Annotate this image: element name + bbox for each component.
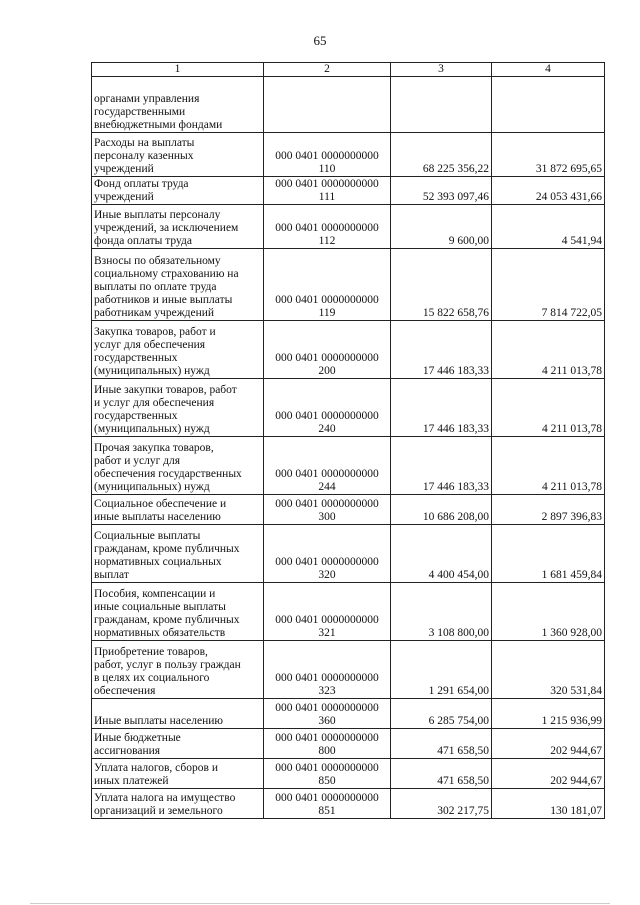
row-value-col4-cell — [492, 77, 605, 133]
row-value-col4-cell: 202 944,67 — [492, 759, 605, 789]
table-row — [92, 249, 605, 321]
row-value-col3-cell: 52 393 097,46 — [391, 177, 492, 205]
row-value-col3-cell: 17 446 183,33 — [391, 437, 492, 495]
row-value-col4-cell: 4 211 013,78 — [492, 379, 605, 437]
column-header-1: 1 — [92, 63, 264, 77]
table-row — [92, 729, 605, 759]
table-row — [92, 133, 605, 177]
row-name-cell: Уплата налога на имущество организаций и земельного — [92, 789, 264, 819]
row-value-col4-cell: 1 215 936,99 — [492, 699, 605, 729]
row-name-cell: Пособия, компенсации и иные социальные выплаты гражданам, кроме публичных нормативных обязательств — [92, 583, 264, 641]
column-header-4: 4 — [492, 63, 605, 77]
row-value-col4-cell: 31 872 695,65 — [492, 133, 605, 177]
row-value-col4-cell: 4 211 013,78 — [492, 437, 605, 495]
row-value-col4-cell: 4 541,94 — [492, 205, 605, 249]
page-bottom-edge — [30, 903, 610, 904]
row-value-col3-cell — [391, 77, 492, 133]
table-row — [92, 205, 605, 249]
table-row — [92, 789, 605, 819]
row-value-col3-cell: 17 446 183,33 — [391, 321, 492, 379]
row-value-col4-cell: 7 814 722,05 — [492, 249, 605, 321]
row-code-cell: 000 0401 0000000000 360 — [264, 699, 391, 729]
row-value-col3-cell: 4 400 454,00 — [391, 525, 492, 583]
table-row — [92, 379, 605, 437]
row-name-cell: Уплата налогов, сборов и иных платежей — [92, 759, 264, 789]
row-value-col4-cell: 24 053 431,66 — [492, 177, 605, 205]
row-code-cell: 000 0401 0000000000 244 — [264, 437, 391, 495]
row-value-col3-cell: 68 225 356,22 — [391, 133, 492, 177]
table-row — [92, 525, 605, 583]
row-code-cell — [264, 77, 391, 133]
row-name-cell: Иные закупки товаров, работ и услуг для обеспечения государственных (муниципальных) нужд — [92, 379, 264, 437]
row-code-cell: 000 0401 0000000000 111 — [264, 177, 391, 205]
row-name-cell: Приобретение товаров, работ, услуг в пользу граждан в целях их социального обеспечения — [92, 641, 264, 699]
row-name-cell: органами управления государственными внебюджетными фондами — [92, 77, 264, 133]
table-row — [92, 699, 605, 729]
table-row — [92, 641, 605, 699]
table-row — [92, 759, 605, 789]
row-code-cell: 000 0401 0000000000 112 — [264, 205, 391, 249]
page-number: 65 — [313, 33, 327, 48]
row-value-col4-cell: 130 181,07 — [492, 789, 605, 819]
row-code-cell: 000 0401 0000000000 851 — [264, 789, 391, 819]
row-value-col3-cell: 471 658,50 — [391, 759, 492, 789]
table-row — [92, 583, 605, 641]
row-value-col4-cell: 202 944,67 — [492, 729, 605, 759]
row-value-col3-cell: 6 285 754,00 — [391, 699, 492, 729]
budget-table — [91, 62, 605, 819]
table-row — [92, 321, 605, 379]
table-row — [92, 437, 605, 495]
table-header-row — [92, 63, 605, 77]
row-value-col3-cell: 9 600,00 — [391, 205, 492, 249]
table-row — [92, 495, 605, 525]
table-row — [92, 177, 605, 205]
row-name-cell: Расходы на выплаты персоналу казенных учреждений — [92, 133, 264, 177]
row-name-cell: Взносы по обязательному социальному страхованию на выплаты по оплате труда работников и иные выплаты работникам учреждений — [92, 249, 264, 321]
row-value-col3-cell: 10 686 208,00 — [391, 495, 492, 525]
row-code-cell: 000 0401 0000000000 240 — [264, 379, 391, 437]
row-name-cell: Социальное обеспечение и иные выплаты населению — [92, 495, 264, 525]
row-code-cell: 000 0401 0000000000 110 — [264, 133, 391, 177]
row-name-cell: Иные бюджетные ассигнования — [92, 729, 264, 759]
row-name-cell: Иные выплаты персоналу учреждений, за исключением фонда оплаты труда — [92, 205, 264, 249]
row-value-col3-cell: 17 446 183,33 — [391, 379, 492, 437]
row-name-cell: Закупка товаров, работ и услуг для обеспечения государственных (муниципальных) нужд — [92, 321, 264, 379]
row-value-col4-cell: 1 681 459,84 — [492, 525, 605, 583]
row-value-col4-cell: 1 360 928,00 — [492, 583, 605, 641]
row-code-cell: 000 0401 0000000000 320 — [264, 525, 391, 583]
row-value-col4-cell: 2 897 396,83 — [492, 495, 605, 525]
row-code-cell: 000 0401 0000000000 850 — [264, 759, 391, 789]
column-header-3: 3 — [391, 63, 492, 77]
column-header-2: 2 — [264, 63, 391, 77]
row-name-cell: Прочая закупка товаров, работ и услуг для обеспечения государственных (муниципальных) нужд — [92, 437, 264, 495]
row-value-col3-cell: 302 217,75 — [391, 789, 492, 819]
row-code-cell: 000 0401 0000000000 800 — [264, 729, 391, 759]
row-value-col3-cell: 1 291 654,00 — [391, 641, 492, 699]
row-name-cell: Социальные выплаты гражданам, кроме публичных нормативных социальных выплат — [92, 525, 264, 583]
table-row — [92, 77, 605, 133]
row-value-col4-cell: 320 531,84 — [492, 641, 605, 699]
row-code-cell: 000 0401 0000000000 300 — [264, 495, 391, 525]
row-value-col3-cell: 3 108 800,00 — [391, 583, 492, 641]
row-code-cell: 000 0401 0000000000 323 — [264, 641, 391, 699]
row-value-col3-cell: 471 658,50 — [391, 729, 492, 759]
row-value-col4-cell: 4 211 013,78 — [492, 321, 605, 379]
row-code-cell: 000 0401 0000000000 321 — [264, 583, 391, 641]
row-value-col3-cell: 15 822 658,76 — [391, 249, 492, 321]
row-code-cell: 000 0401 0000000000 119 — [264, 249, 391, 321]
row-code-cell: 000 0401 0000000000 200 — [264, 321, 391, 379]
row-name-cell: Иные выплаты населению — [92, 699, 264, 729]
row-name-cell: Фонд оплаты труда учреждений — [92, 177, 264, 205]
